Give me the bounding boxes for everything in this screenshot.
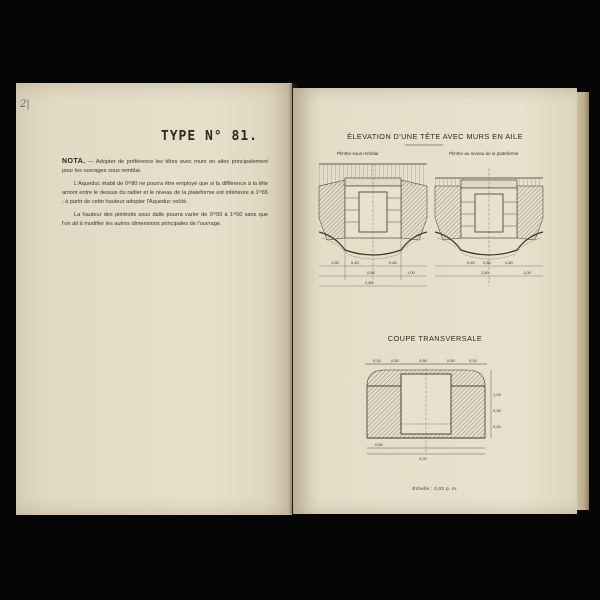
nota-paragraph-1 — [62, 157, 268, 176]
scale-note: Échelle : 0,02 p. m. — [412, 486, 458, 491]
page-edge — [577, 92, 589, 510]
pencil-annotation: 2| — [20, 99, 30, 110]
dim-label-s6: 1,03 — [493, 392, 501, 397]
left-view-label: Plinthe sous remblai — [337, 151, 379, 156]
dim-label-l5: 1,00 — [407, 270, 415, 275]
dim-label-s9: 0,50 — [375, 442, 383, 447]
dim-label-l6: 2,80 — [365, 280, 373, 285]
elevation-title-underline — [293, 144, 577, 148]
dim-label-l1: 1,50 — [331, 260, 339, 265]
dim-label-r2: 0,80 — [483, 260, 491, 265]
nota-label: NOTA. — [62, 158, 86, 165]
elevation-title: ÉLEVATION D'UNE TÊTE AVEC MURS EN AILE — [347, 132, 523, 141]
right-view-label: Plinthe au niveau de la plateforme — [449, 151, 519, 156]
nota-text-block — [62, 157, 268, 233]
dim-label-r3: 0,80 — [505, 260, 513, 265]
dim-label-s2: 0,50 — [391, 358, 399, 363]
dim-label-l4: 0,60 — [389, 260, 397, 265]
section-title: COUPE TRANSVERSALE — [387, 334, 483, 343]
dim-label-s10: 2,20 — [419, 456, 427, 461]
dim-label-l2: 0,40 — [351, 260, 359, 265]
nota-intro-text: — Adopter de préférence les têtes avec murs en ailes principalement pour les ouvrages sous remblai. — [62, 159, 268, 174]
nota-paragraph-3: La hauteur des piédroits sous dalle pourra varier de 0ᵐ93 à 1ᵐ50 sans que l'on ait à modifier les autres dimensions principales de l'ouvrage. — [62, 212, 268, 227]
right-page — [293, 88, 577, 514]
dim-label-s4: 0,50 — [447, 358, 455, 363]
dim-label-s3: 0,80 — [419, 358, 427, 363]
dim-label-s5: 0,20 — [469, 358, 477, 363]
dim-label-r5: 1,00 — [523, 270, 531, 275]
left-page — [16, 83, 292, 515]
dim-label-r1: 0,40 — [467, 260, 475, 265]
type-title: TYPE N° 81. — [160, 129, 258, 144]
elevation-drawing-right — [431, 158, 551, 298]
nota-paragraph-2: L'Aqueduc établi de 0ᵐ80 ne pourra être employé que si la différence à la tête amont entre le dessus du radier et le niveau de la plateforme est inférieure à 1ᵐ65 ; à partir de cette hauteur adopter l'Aqueduc voûté. — [62, 181, 268, 205]
dim-label-r4: 2,60 — [481, 270, 489, 275]
cross-section-drawing — [355, 350, 515, 470]
elevation-drawing-left — [315, 158, 435, 298]
dim-label-l3: 0,80 — [367, 270, 375, 275]
dim-label-s1: 0,20 — [373, 358, 381, 363]
dim-label-s8: 0,40 — [493, 424, 501, 429]
dim-label-s7: 0,30 — [493, 408, 501, 413]
